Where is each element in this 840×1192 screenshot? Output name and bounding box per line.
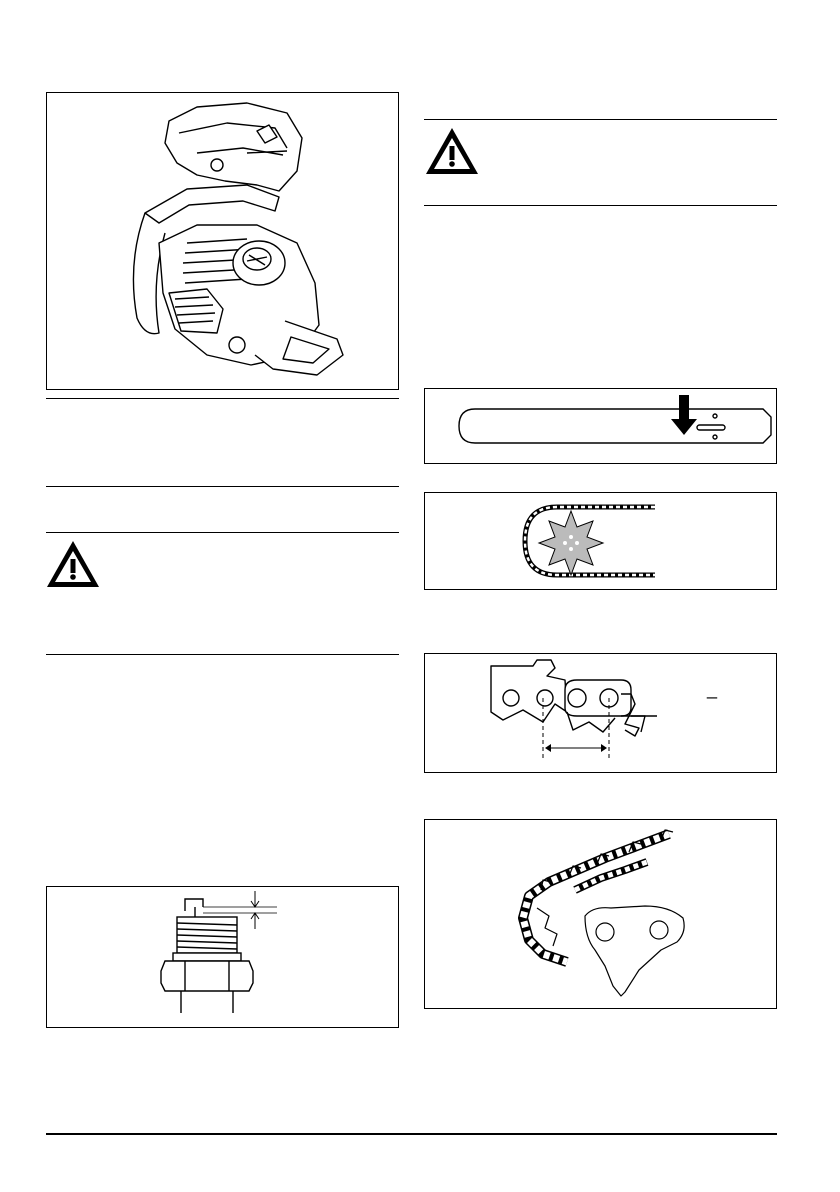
spark-plug-illustration	[47, 887, 398, 1027]
chain-drive-link-figure	[424, 819, 777, 1009]
warning-triangle-icon	[44, 538, 102, 590]
warning-triangle-icon	[423, 125, 481, 177]
footer-divider	[46, 1133, 777, 1135]
chain-pitch-figure	[424, 653, 777, 773]
divider	[46, 532, 399, 533]
guide-bar-illustration	[425, 389, 776, 463]
drive-link-illustration	[425, 820, 776, 1008]
chain-pitch-illustration	[425, 654, 776, 772]
divider	[46, 486, 399, 487]
divider	[424, 119, 777, 120]
chainsaw-cover-removed-figure	[46, 92, 399, 390]
guide-bar-figure	[424, 388, 777, 464]
spark-plug-gap-figure	[46, 886, 399, 1028]
pitch-mark: _	[707, 679, 718, 699]
divider	[46, 398, 399, 399]
chain-sprocket-figure	[424, 492, 777, 590]
divider	[424, 205, 777, 206]
divider	[46, 654, 399, 655]
chainsaw-illustration	[47, 93, 398, 389]
sprocket-chain-illustration	[425, 493, 776, 589]
